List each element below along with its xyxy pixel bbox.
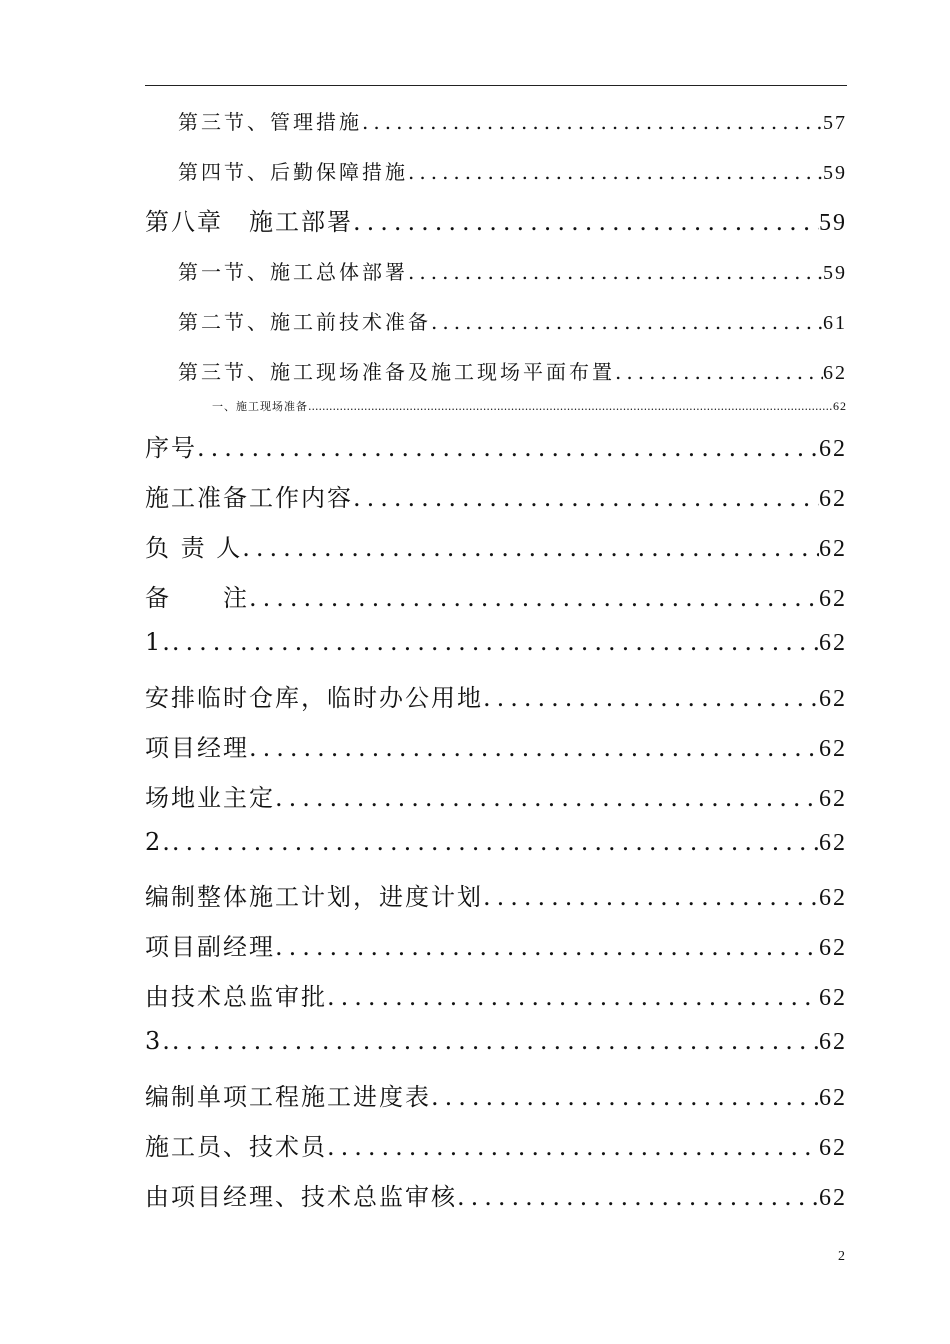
toc-entry-page: 62 bbox=[819, 1085, 847, 1111]
toc-entry-page: 62 bbox=[819, 1185, 847, 1211]
toc-entry[interactable] bbox=[145, 828, 847, 857]
toc-entry-page: 62 bbox=[819, 436, 847, 462]
toc-entry[interactable] bbox=[178, 306, 847, 335]
toc-entry-page: 62 bbox=[833, 399, 847, 413]
toc-entry-title: 第四节、后勤保障措施 bbox=[178, 160, 408, 184]
toc-leader-dots bbox=[431, 310, 823, 334]
toc-entry-title: 项目副经理 bbox=[145, 933, 275, 961]
toc-entry-title: 2. bbox=[145, 828, 172, 856]
toc-entry-title: 编制单项工程施工进度表 bbox=[145, 1083, 431, 1111]
toc-entry[interactable] bbox=[178, 106, 847, 135]
toc-entry[interactable] bbox=[145, 628, 847, 657]
toc-entry-title: 备 注 bbox=[145, 584, 249, 612]
toc-entry-title: 场地业主定 bbox=[145, 784, 275, 812]
toc-entry-title: 序号 bbox=[145, 434, 197, 462]
toc-entry[interactable] bbox=[178, 356, 847, 385]
toc-entry-title: 第二节、施工前技术准备 bbox=[178, 310, 431, 334]
toc-entry[interactable] bbox=[145, 578, 847, 613]
toc-entry-page: 62 bbox=[819, 985, 847, 1011]
toc-leader-dots bbox=[457, 1183, 819, 1211]
toc-leader-dots bbox=[353, 208, 819, 236]
toc-entry-page: 61 bbox=[823, 312, 847, 334]
toc-entry[interactable] bbox=[145, 1177, 847, 1212]
toc-entry[interactable] bbox=[145, 877, 847, 912]
toc-leader-dots bbox=[172, 828, 819, 856]
toc-leader-dots bbox=[353, 484, 819, 512]
toc-entry[interactable] bbox=[145, 528, 847, 563]
toc-entry-page: 62 bbox=[819, 786, 847, 812]
toc-entry-title: 第一节、施工总体部署 bbox=[178, 260, 408, 284]
toc-leader-dots bbox=[483, 684, 819, 712]
toc-entry[interactable] bbox=[145, 678, 847, 713]
toc-entry[interactable] bbox=[145, 977, 847, 1012]
page-number: 2 bbox=[838, 1249, 845, 1264]
toc-leader-dots bbox=[172, 628, 819, 656]
toc-entry-page: 62 bbox=[819, 686, 847, 712]
toc-entry-title: 第三节、施工现场准备及施工现场平面布置 bbox=[178, 360, 615, 384]
toc-entry[interactable] bbox=[145, 202, 847, 237]
toc-entry-title: 安排临时仓库，临时办公用地 bbox=[145, 684, 483, 712]
toc-leader-dots bbox=[308, 400, 833, 413]
toc-entry[interactable] bbox=[178, 256, 847, 285]
toc-leader-dots bbox=[197, 434, 819, 462]
toc-leader-dots bbox=[275, 933, 819, 961]
toc-entry-page: 62 bbox=[819, 1029, 847, 1055]
toc-entry-title: 施工员、技术员 bbox=[145, 1133, 327, 1161]
toc-entry-page: 62 bbox=[819, 885, 847, 911]
toc-entry[interactable] bbox=[212, 398, 847, 414]
toc-entry-page: 62 bbox=[819, 935, 847, 961]
toc-entry-page: 62 bbox=[819, 630, 847, 656]
toc-entry[interactable] bbox=[145, 778, 847, 813]
toc-entry-title: 由技术总监审批 bbox=[145, 983, 327, 1011]
toc-leader-dots bbox=[431, 1083, 819, 1111]
toc-leader-dots bbox=[408, 260, 823, 284]
toc-entry-title: 负 责 人 bbox=[145, 534, 243, 562]
toc-entry-page: 59 bbox=[823, 162, 847, 184]
toc-entry-title: 编制整体施工计划，进度计划 bbox=[145, 883, 483, 911]
toc-entry[interactable] bbox=[145, 1077, 847, 1112]
toc-entry[interactable] bbox=[145, 728, 847, 763]
toc-entry-page: 62 bbox=[823, 362, 847, 384]
header-rule bbox=[145, 85, 847, 86]
toc-entry[interactable] bbox=[145, 428, 847, 463]
toc-leader-dots bbox=[483, 883, 819, 911]
toc-entry-title: 一、施工现场准备 bbox=[212, 400, 308, 413]
toc-entry-title: 施工准备工作内容 bbox=[145, 484, 353, 512]
toc-leader-dots bbox=[362, 110, 823, 134]
toc-entry[interactable] bbox=[145, 1127, 847, 1162]
toc-entry-page: 59 bbox=[819, 210, 847, 236]
toc-leader-dots bbox=[242, 534, 819, 562]
toc-leader-dots bbox=[615, 360, 823, 384]
toc-entry-page: 57 bbox=[823, 112, 847, 134]
toc-entry-page: 59 bbox=[823, 262, 847, 284]
toc-entry-title: 由项目经理、技术总监审核 bbox=[145, 1183, 457, 1211]
toc-entry[interactable] bbox=[145, 1027, 847, 1056]
toc-leader-dots bbox=[249, 734, 819, 762]
toc-entry-page: 62 bbox=[819, 486, 847, 512]
toc-leader-dots bbox=[275, 784, 819, 812]
toc-entry-page: 62 bbox=[819, 536, 847, 562]
toc-leader-dots bbox=[249, 584, 819, 612]
toc-leader-dots bbox=[327, 1133, 819, 1161]
toc-entry-page: 62 bbox=[819, 830, 847, 856]
toc-leader-dots bbox=[408, 160, 823, 184]
toc-entry-page: 62 bbox=[819, 736, 847, 762]
toc-entry-page: 62 bbox=[819, 586, 847, 612]
toc-entry[interactable] bbox=[145, 927, 847, 962]
toc-entry-title: 第八章 施工部署 bbox=[145, 208, 353, 236]
toc-entry[interactable] bbox=[178, 156, 847, 185]
toc-entry-title: 项目经理 bbox=[145, 734, 249, 762]
toc-entry[interactable] bbox=[145, 478, 847, 513]
toc-entry-title: 1. bbox=[145, 628, 172, 656]
toc-entry-title: 3. bbox=[145, 1027, 172, 1055]
toc-leader-dots bbox=[327, 983, 819, 1011]
toc-leader-dots bbox=[172, 1027, 819, 1055]
toc-entry-title: 第三节、管理措施 bbox=[178, 110, 362, 134]
toc-entry-page: 62 bbox=[819, 1135, 847, 1161]
